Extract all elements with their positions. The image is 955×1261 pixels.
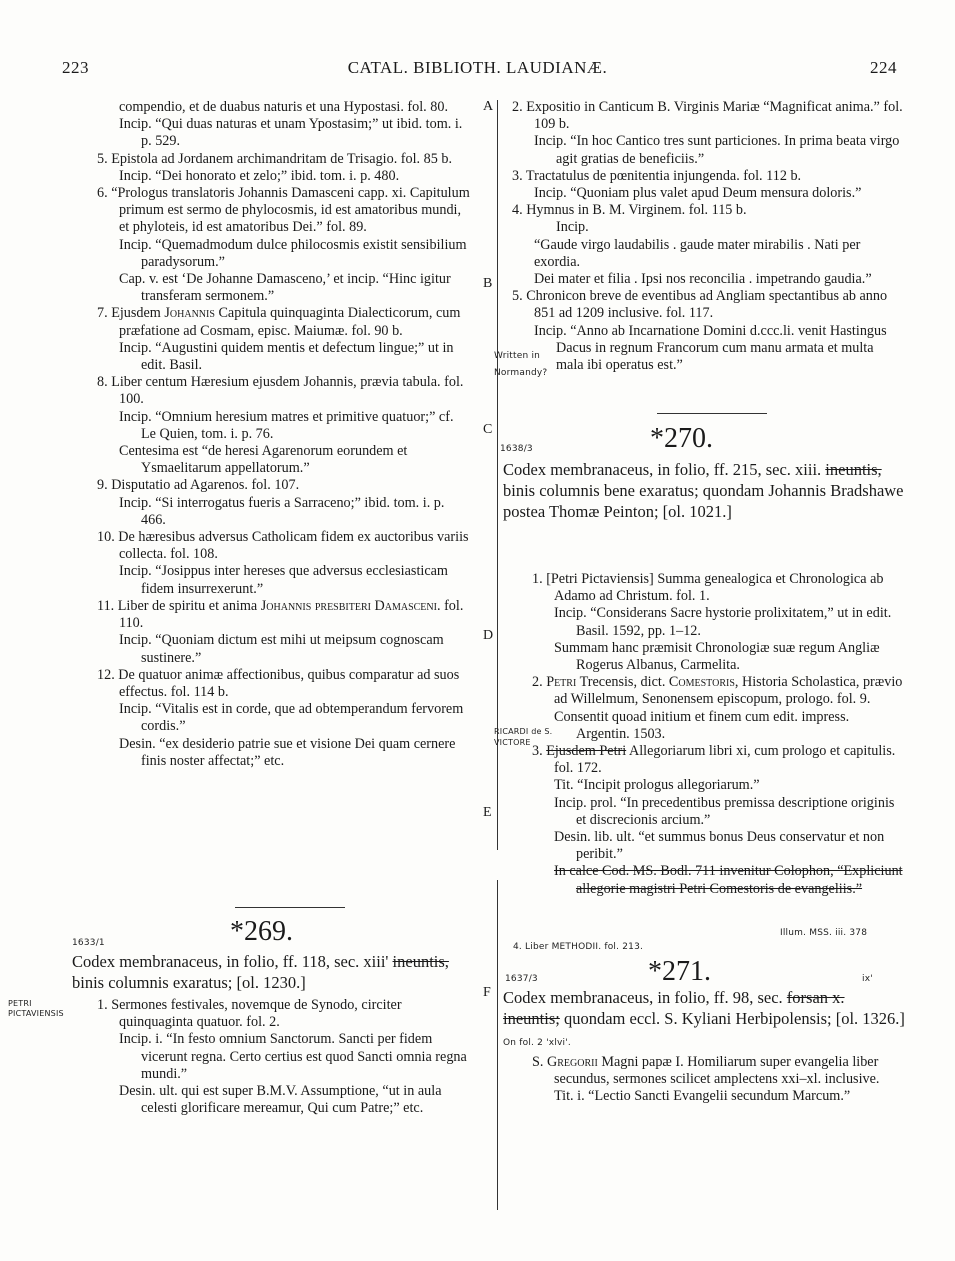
page-number-left: 223: [62, 58, 89, 77]
codex-number-270: *270.: [650, 423, 713, 454]
struck-text: forsan x. ineuntis;: [503, 988, 845, 1028]
codex-271-text-b: quondam eccl. S. Kyliani Herbipolensis; [ol. 1326.]: [563, 1009, 905, 1028]
codex-271-description: [503, 987, 905, 1054]
entry-t1-note: Summam hanc præmisit Chronologiæ suæ regum Angliæ Rogerus Albanus, Carmelita.: [554, 639, 880, 674]
entry-8-incipit: Incip. “Omnium heresium matres et primitive quatuor;” cf. Le Quien, tom. i. p. 76.: [119, 408, 454, 442]
entry-t1: [510, 571, 904, 605]
column-divider-lower: [497, 880, 498, 1210]
entry-7: [75, 305, 471, 339]
entry-t3-colophon: In calce Cod. MS. Bodl. 711 invenitur Colophon, “Expliciunt allegorie magistri Petri Comestoris de evangeliis.”: [554, 863, 903, 897]
entry-11-incipit: Incip. “Quoniam dictum est mihi ut meipsum cognoscam sustinere.”: [119, 632, 444, 666]
handwritten-note: Normandy?: [494, 368, 548, 378]
entry-6-cap: Cap. v. est ‘De Johanne Damasceno,’ et incip. “Hinc igitur transferam sermonem.”: [119, 271, 451, 305]
entry-5: 5. Epistola ad Jordanem archimandritam de Trisagio. fol. 85 b.: [97, 150, 453, 167]
entry-t3-num: 3.: [532, 743, 543, 760]
entry-10-incipit: Incip. “Josippus inter hereses que adversus ecclesiasticam fidem insurrexerunt.”: [119, 563, 448, 597]
entry-t2-text: Trecensis, dict.: [579, 674, 666, 691]
entry-incipit: Incip. “Qui duas naturas et unam Ypostasim;” ut ibid. tom. i. p. 529.: [119, 116, 463, 150]
entry-u1: [510, 1054, 904, 1088]
handwritten-ix: ix': [862, 974, 873, 984]
entry-r4-hymn-2: Dei mater et filia . Ipsi nos reconcilia . impetrando gaudia.”: [534, 271, 872, 288]
section-rule: [235, 907, 345, 908]
codex-269-text-a: Codex membranaceus, in folio, ff. 118, sec. xiii': [72, 952, 389, 971]
entry-u1-title: Tit. i. “Lectio Sancti Evangelii secundum Marcum.”: [554, 1088, 851, 1105]
entry-7-text: Capitula quinquaginta Dialecticorum, cum præfatione ad Cosmam, episc. Maiumæ. fol. 90 b.: [119, 305, 461, 339]
entry-t1-incipit: Incip. “Considerans Sacre hystorie prolixitatem,” ut in edit. Basil. 1592, pp. 1–12.: [554, 605, 892, 639]
entry-t3: [510, 743, 904, 777]
left-column: [97, 99, 471, 770]
entry-7-num: 7. Ejusdem: [97, 305, 161, 322]
entry-10: 10. De hæresibus adversus Catholicam fidem ex auctoribus variis collecta. fol. 108.: [97, 529, 469, 563]
entry-9: 9. Disputatio ad Agarenos. fol. 107.: [97, 477, 300, 494]
entry-r3-incipit: Incip. “Quoniam plus valet apud Deum mensura doloris.”: [534, 185, 862, 202]
codex-270-description: [503, 459, 905, 522]
handwritten-illum: Illum. MSS. iii. 378: [780, 928, 868, 938]
entry-t3-text: Allegoriarum libri xi, cum prologo et capitulis. fol. 172.: [554, 743, 896, 777]
margin-letter-d: D: [483, 628, 494, 643]
entry-r5-incipit: Incip. “Anno ab Incarnatione Domini d.ccc.li. venit Hastingus Dacus in regnum Francorum cum manu armata et multa mala ibi operatus est.”: [534, 322, 887, 374]
handwritten-item-4: 4. Liber METHODII. fol. 213.: [513, 942, 644, 952]
entry-11: [75, 598, 471, 632]
entry-t1-num: 1. [Petri: [532, 571, 578, 587]
entry-11-fol: fol. 110.: [119, 597, 464, 632]
running-title: CATAL. BIBLIOTH. LAUDIANÆ.: [347, 58, 608, 77]
codex-number-271: *271.: [648, 956, 711, 987]
handwritten-shelfmark: 1633/1: [72, 938, 105, 948]
right-column-top: [512, 99, 904, 374]
entry-12: 12. De quatuor animæ affectionibus, quibus comparatur ad suos effectus. fol. 114 b.: [97, 666, 460, 700]
entry-t2-title: Historia Scholastica, prævio ad Willelmum, Senonensem episcopum, prologo. fol. 9.: [554, 674, 903, 708]
entry-r2-incipit: Incip. “In hoc Cantico tres sunt particiones. In prima beata virgo agit gratias de beneficiis.”: [534, 133, 900, 167]
margin-letter-e: E: [483, 805, 492, 820]
entry-8: 8. Liber centum Hæresium ejusdem Johannis, prævia tabula. fol. 100.: [97, 374, 464, 408]
struck-text: Ejusdem Petri: [546, 743, 627, 760]
codex-270-contents: [532, 571, 904, 898]
codex-269-description: [72, 951, 472, 993]
entry-6: 6. “Prologus translatoris Johannis Damasceni capp. xi. Capitulum primum est sermo de phylocosmis, id est amatoribus mundi, et phyloteis, id est amatoribus Dei.” fol. 89.: [97, 185, 470, 236]
entry-s1-desin: Desin. ult. qui est super B.M.V. Assumptione, “ut in aula celesti glorificare mereamur, Qui cum Patre;” etc.: [119, 1083, 442, 1117]
entry-t2-note: Consentit quoad initium et finem cum edit. impress. Argentin. 1503.: [554, 708, 850, 742]
entry-5-incipit: Incip. “Dei honorato et zelo;” ibid. tom. i. p. 480.: [119, 167, 400, 184]
margin-letter-a: A: [483, 99, 494, 114]
entry-r3: 3. Tractatulus de pœnitentia injungenda. fol. 112 b.: [512, 167, 802, 184]
handwritten-note: Written in: [494, 351, 541, 361]
section-rule: [657, 413, 767, 414]
struck-text: ineuntis,: [392, 952, 449, 971]
entry-t3-incipit: Incip. prol. “In precedentibus premissa descriptione originis et discrecionis arcium.”: [554, 794, 895, 828]
entry-7-incipit: Incip. “Augustini quidem mentis et defectum lingue;” ut in edit. Basil.: [119, 339, 454, 374]
entry-t1-text: Pictaviensis] Summa genealogica et Chronologica ab Adamo ad Christum. fol. 1.: [554, 571, 884, 605]
entry-s1-incipit: Incip. i. “In festo omnium Sanctorum. Sancti per fidem vicerunt regna. Certo certius est quod Sancti omnia regna mundi.”: [119, 1031, 467, 1082]
entry-6-incipit: Incip. “Quemadmodum dulce philocosmis existit sensibilium paradysorum.”: [119, 236, 467, 270]
codex-269-text-b: binis columnis exaratus; [ol. 1230.]: [72, 973, 306, 992]
author-name: Comestoris,: [668, 674, 739, 691]
entry-9-incipit: Incip. “Si interrogatus fueris a Sarraceno;” ibid. tom. i. p. 466.: [119, 494, 445, 528]
entry-r2: 2. Expositio in Canticum B. Virginis Mariæ “Magnificat anima.” fol. 109 b.: [512, 99, 903, 133]
handwritten-ricardi: RICARDI de S. VICTORE: [494, 727, 553, 747]
struck-text: ineuntis,: [825, 460, 882, 479]
codex-270-text-b: binis columnis bene exaratus; quondam Johannis Bradshawe postea Thomæ Peinton; [ol. 1021.]: [503, 481, 904, 521]
entry-t2: [510, 674, 904, 708]
handwritten-shelfmark: 1638/3: [500, 444, 533, 454]
entry-12-incipit: Incip. “Vitalis est in corde, que ad obtemperandum fervorem cordis.”: [119, 701, 464, 735]
codex-270-text-a: Codex membranaceus, in folio, ff. 215, sec. xiii.: [503, 460, 822, 479]
entry-11-text: 11. Liber de spiritu et anima: [97, 597, 258, 614]
margin-letter-b: B: [483, 276, 493, 291]
entry-u1-text: Magni papæ I. Homiliarum super evangelia liber secundus, sermones scilicet amplectens xxi–xl. inclusive.: [554, 1054, 880, 1088]
author-name: Johannis: [164, 305, 215, 322]
handwritten-note: On fol. 2 'xlvi'.: [503, 1038, 571, 1048]
entry-r5: 5. Chronicon breve de eventibus ad Angliam spectantibus ab anno 851 ad 1209 inclusive. fol. 117.: [512, 288, 888, 322]
author-name: 2. Petri: [532, 674, 577, 691]
codex-269-contents: [97, 997, 471, 1117]
author-name: Johannis presbiteri Damasceni.: [260, 597, 441, 614]
margin-letter-f: F: [483, 985, 491, 1000]
page-number-right: 224: [870, 58, 897, 77]
entry-r4-incip: Incip.: [556, 219, 589, 236]
entry-text: compendio, et de duabus naturis et una Hypostasi. fol. 80.: [119, 99, 449, 115]
codex-271-text-a: Codex membranaceus, in folio, ff. 98, sec.: [503, 988, 783, 1007]
handwritten-shelfmark: 1637/3: [505, 974, 538, 984]
entry-12-desin: Desin. “ex desiderio patrie sue et visione Dei quam cernere finis noster affectat;” etc.: [119, 735, 456, 769]
entry-s1: 1. Sermones festivales, novemque de Synodo, circiter quinquaginta quatuor. fol. 2.: [97, 997, 402, 1031]
handwritten-petri: PETRI PICTAVIENSIS: [8, 999, 64, 1018]
margin-letter-c: C: [483, 422, 493, 437]
entry-r4: 4. Hymnus in B. M. Virginem. fol. 115 b.: [512, 202, 747, 219]
codex-271-contents: [532, 1054, 904, 1106]
entry-r4-hymn-1: “Gaude virgo laudabilis . gaude mater mirabilis . Nati per exordia.: [534, 236, 861, 270]
codex-number-269: *269.: [230, 916, 293, 947]
entry-8-centesima: Centesima est “de heresi Agarenorum eorundem et Ysmaelitarum appellatorum.”: [119, 443, 408, 477]
entry-t3-title: Tit. “Incipit prologus allegoriarum.”: [554, 777, 760, 794]
entry-t3-desin: Desin. lib. ult. “et summus bonus Deus conservatur et non peribit.”: [554, 829, 885, 863]
author-name: S. Gregorii: [532, 1054, 598, 1070]
